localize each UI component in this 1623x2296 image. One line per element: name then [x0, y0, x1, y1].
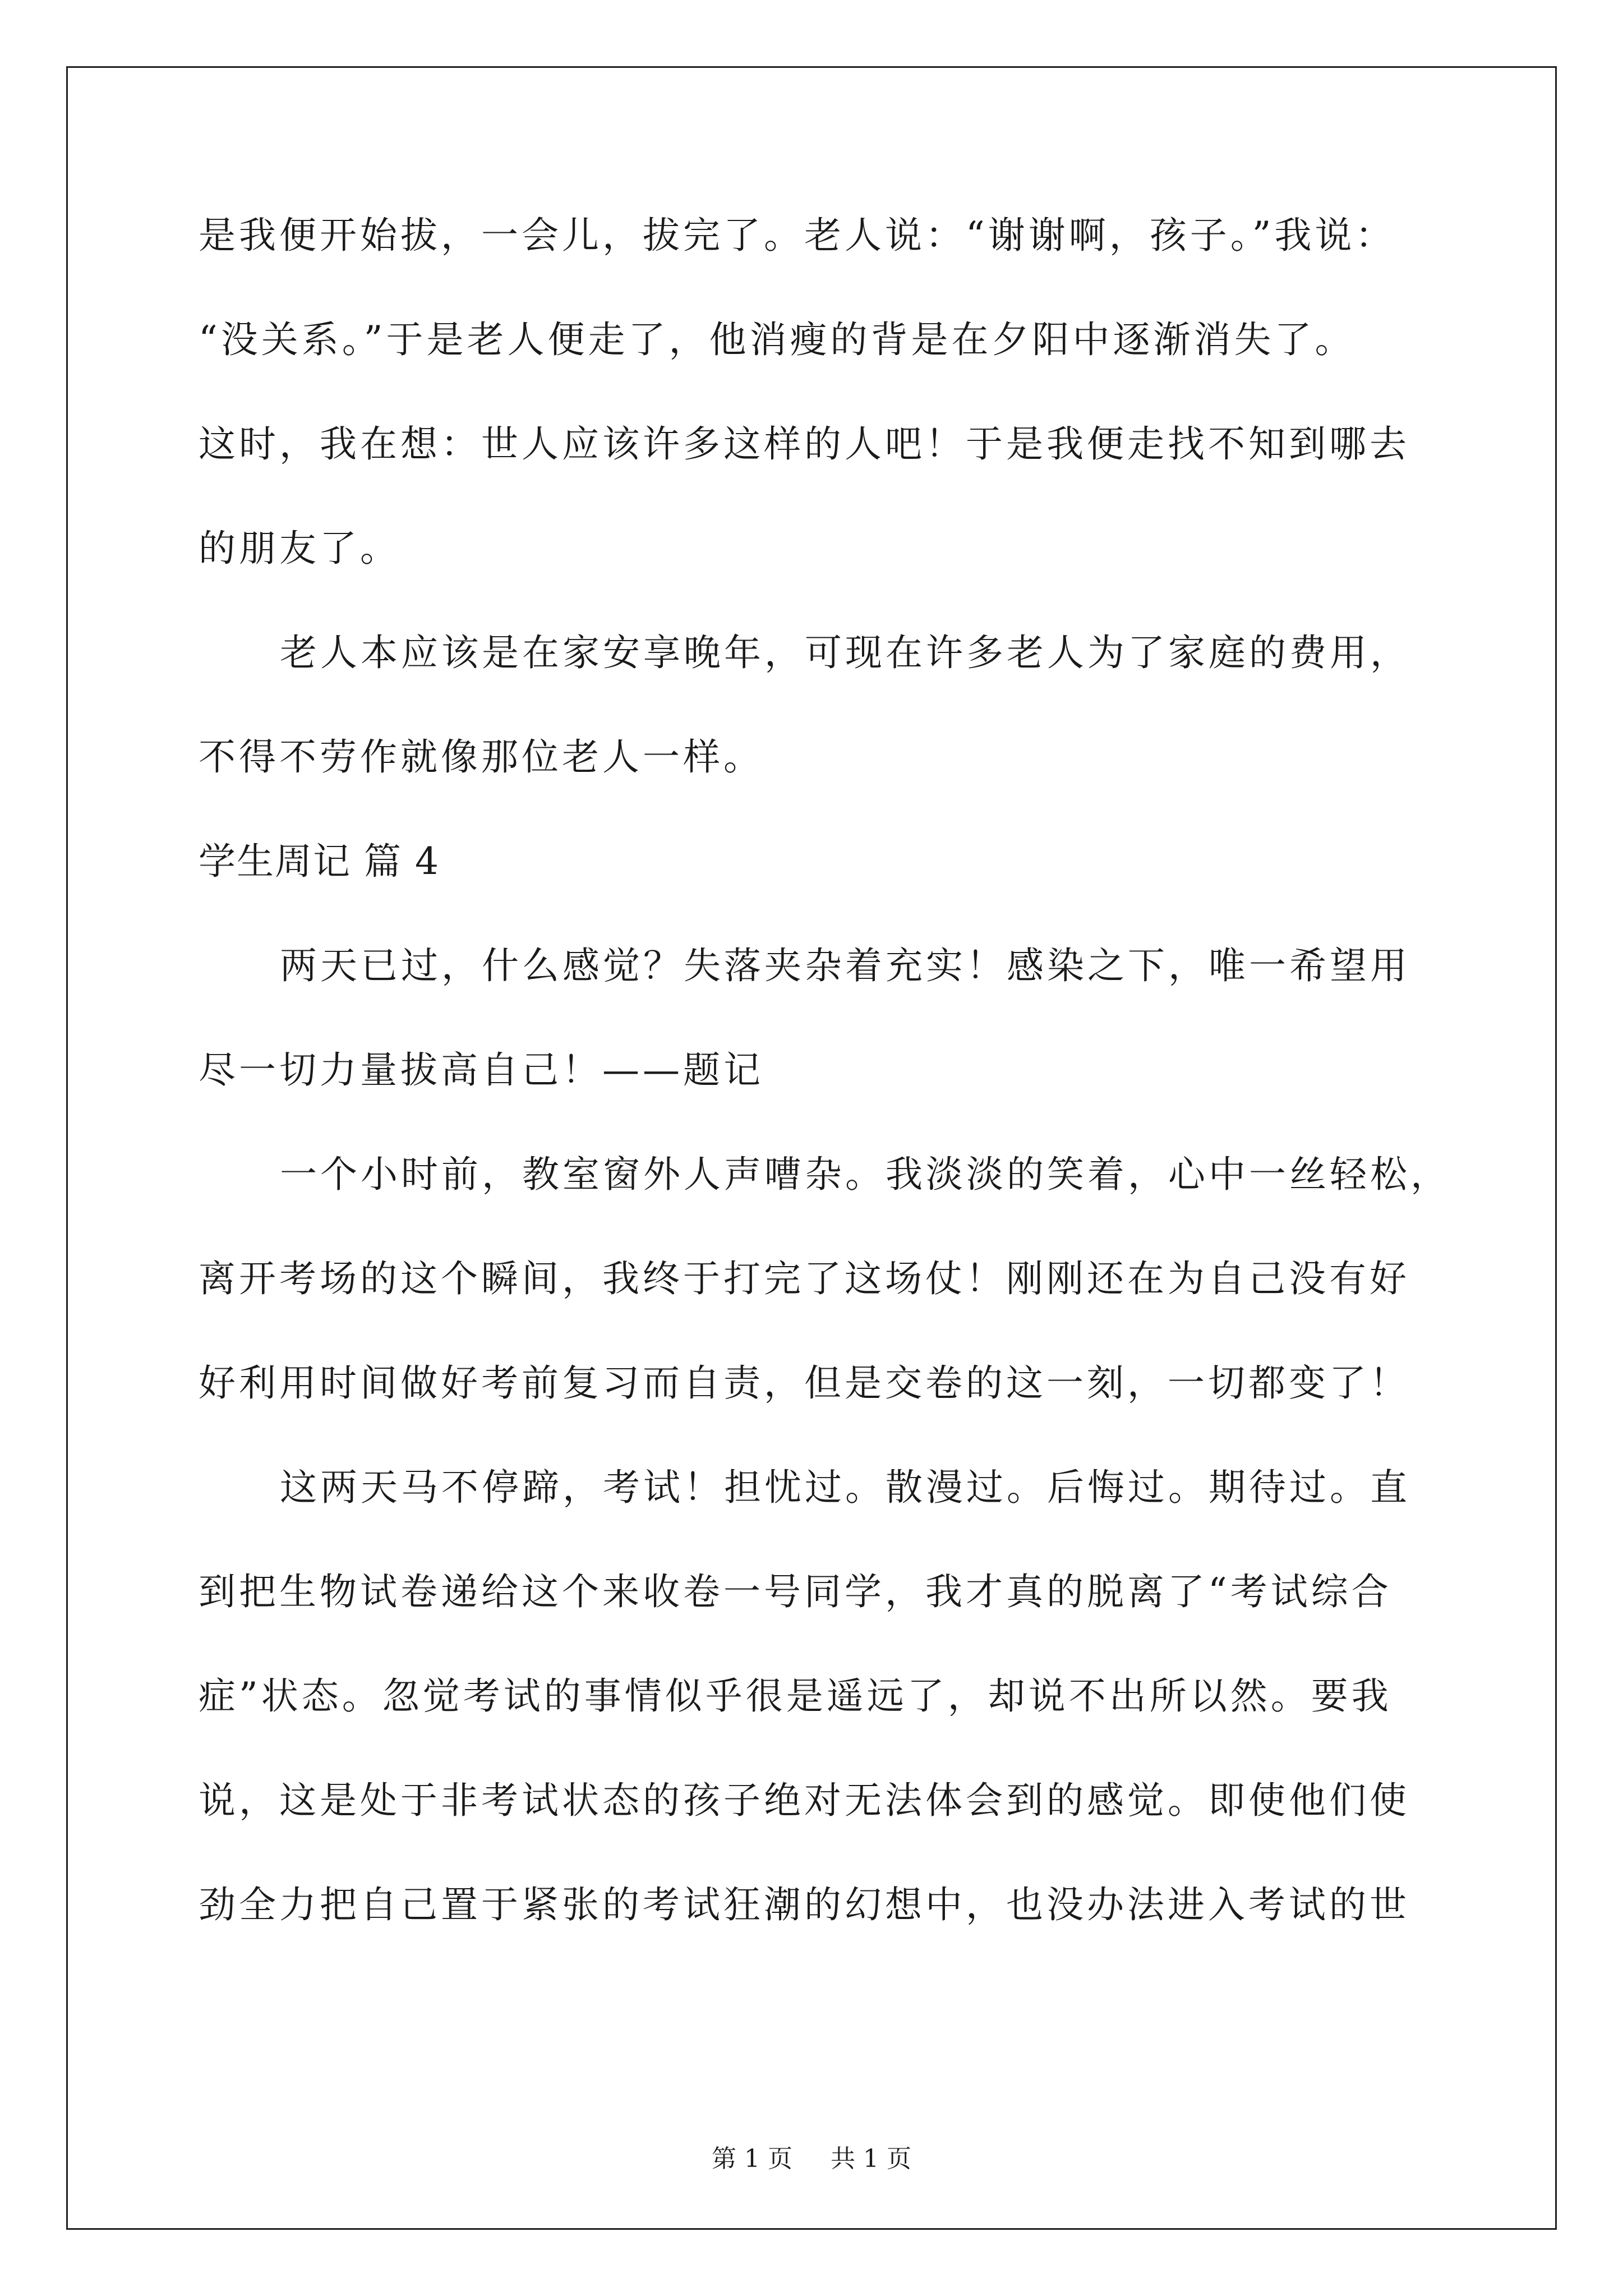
- paragraph-start-line: 这两天马不停蹄，考试！担忧过。散漫过。后悔过。期待过。直: [280, 1466, 1410, 1509]
- paragraph-start-line: 老人本应该是在家安享晚年，可现在许多老人为了家庭的费用，: [280, 631, 1410, 674]
- text-line: “没关系。”于是老人便走了，他消瘦的背是在夕阳中逐渐消失了。: [199, 318, 1355, 361]
- text-line: 这时，我在想：世人应该许多这样的人吧！于是我便走找不知到哪去: [199, 422, 1410, 466]
- text-line: 尽一切力量拔高自己！——题记: [199, 1048, 764, 1092]
- text-line: 离开考场的这个瞬间，我终于打完了这场仗！刚刚还在为自己没有好: [199, 1257, 1410, 1300]
- text-line: 的朋友了。: [199, 527, 400, 570]
- paragraph-start-line: 一个小时前，教室窗外人声嘈杂。我淡淡的笑着，心中一丝轻松，: [280, 1153, 1451, 1196]
- section-heading: 学生周记 篇 4: [199, 840, 440, 883]
- text-line: 好利用时间做好考前复习而自责，但是交卷的这一刻，一切都变了！: [199, 1361, 1410, 1405]
- text-line: 是我便开始拔，一会儿，拔完了。老人说：“谢谢啊，孩子。”我说：: [199, 214, 1396, 257]
- text-line: 症”状态。忽觉考试的事情似乎很是遥远了，却说不出所以然。要我: [199, 1674, 1392, 1718]
- page-number-total: 共 1 页: [831, 2145, 911, 2173]
- page-footer: [0, 2138, 1623, 2174]
- paragraph-start-line: 两天已过，什么感觉？失落夹杂着充实！感染之下，唯一希望用: [280, 944, 1410, 987]
- text-line: 到把生物试卷递给这个来收卷一号同学，我才真的脱离了“考试综合: [199, 1570, 1392, 1613]
- text-line: 说，这是处于非考试状态的孩子绝对无法体会到的感觉。即使他们使: [199, 1779, 1410, 1822]
- text-line: 劲全力把自己置于紧张的考试狂潮的幻想中，也没办法进入考试的世: [199, 1883, 1410, 1926]
- document-body: [199, 209, 1451, 1982]
- text-line: 不得不劳作就像那位老人一样。: [199, 735, 764, 779]
- page-number-current: 第 1 页: [712, 2145, 792, 2173]
